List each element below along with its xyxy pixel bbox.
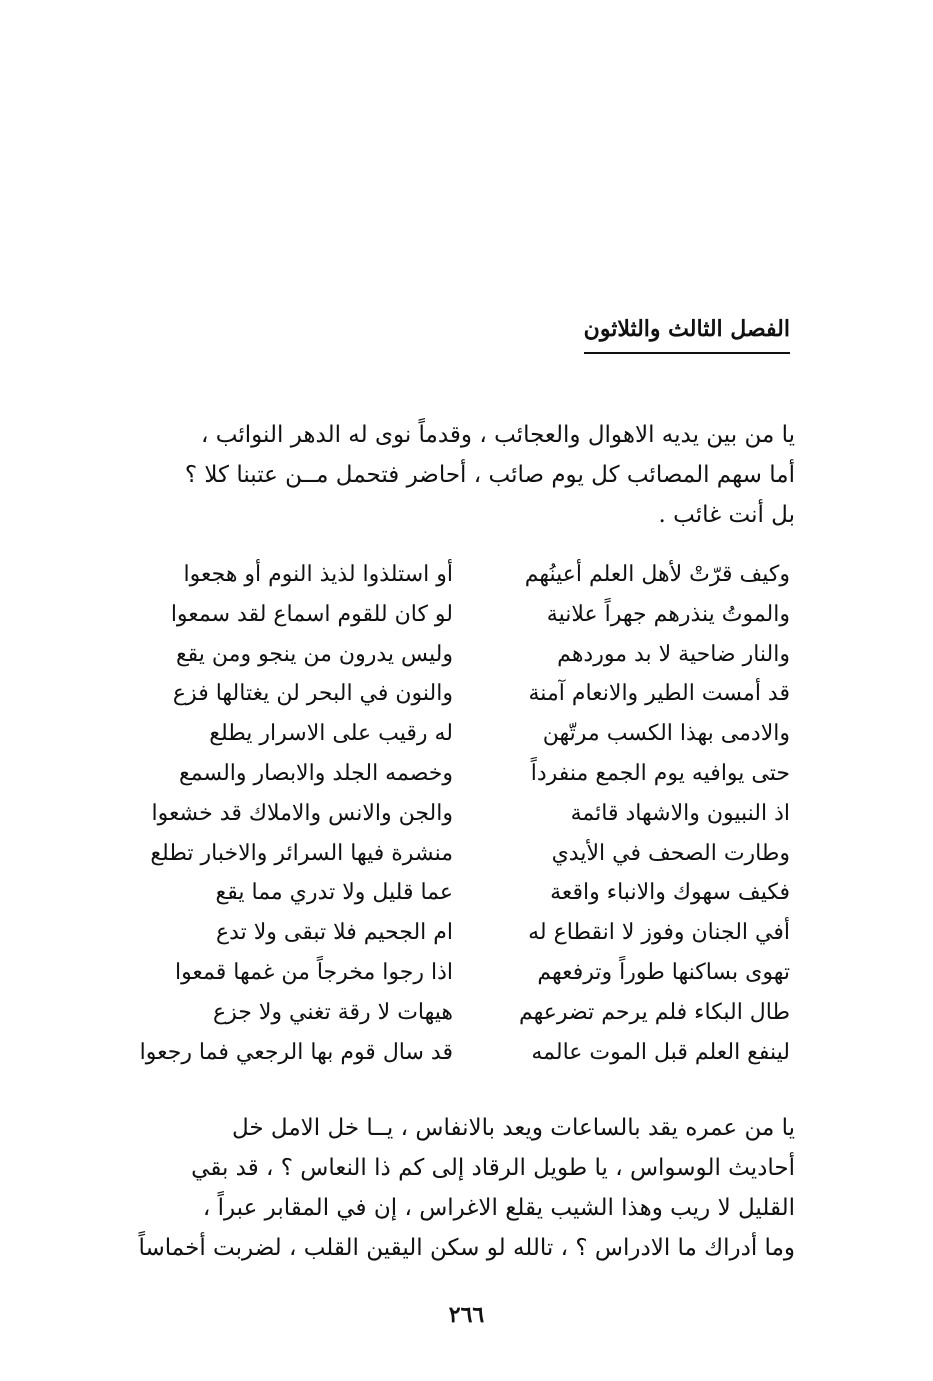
- chapter-title: الفصل الثالث والثلاثون: [584, 312, 790, 354]
- second-hemistich: له رقيب على الاسرار يطلع: [209, 721, 453, 747]
- first-hemistich: طال البكاء فلم يرحم تضرعهم: [518, 999, 790, 1025]
- verse: [138, 754, 790, 794]
- first-hemistich: لينفع العلم قبل الموت عالمه: [531, 1039, 790, 1065]
- second-hemistich: لو كان للقوم اسماع لقد سمعوا: [170, 601, 453, 627]
- prose-line: أما سهم المصائب كل يوم صائب ، أحاضر فتحمل مــن عتبنا كلا ؟: [184, 462, 795, 488]
- verse: [138, 834, 790, 874]
- second-hemistich: منشرة فيها السرائر والاخبار تطلع: [150, 840, 453, 866]
- verse: [138, 714, 790, 754]
- second-hemistich: والنون في البحر لن يغتالها فزع: [172, 681, 453, 707]
- verse: [138, 794, 790, 834]
- second-hemistich: والجن والانس والاملاك قد خشعوا: [151, 800, 453, 826]
- intro-paragraph: [138, 415, 795, 535]
- verse: [138, 873, 790, 913]
- prose-line: يا من عمره يقد بالساعات ويعد بالانفاس ، يــا خل الامل خل: [231, 1115, 795, 1141]
- first-hemistich: والنار ضاحية لا بد موردهم: [557, 641, 790, 667]
- first-hemistich: تهوى بساكنها طوراً وترفعهم: [537, 959, 790, 985]
- prose-line: القليل لا ريب وهذا الشيب يقلع الاغراس ، إن في المقابر عبراً ،: [202, 1195, 795, 1221]
- verse: [138, 993, 790, 1033]
- verse: [138, 555, 790, 595]
- page-number: ٢٦٦: [448, 1302, 485, 1328]
- first-hemistich: فكيف سهوك والانباء واقعة: [550, 880, 790, 906]
- prose-line: يا من بين يديه الاهوال والعجائب ، وقدماً نوى له الدهر النوائب ،: [201, 422, 795, 448]
- first-hemistich: وطارت الصحف في الأيدي: [551, 840, 790, 866]
- first-hemistich: والادمى بهذا الكسب مرتّهن: [542, 721, 790, 747]
- first-hemistich: والموتُ ينذرهم جهراً علانية: [546, 601, 790, 627]
- verse: [138, 674, 790, 714]
- second-hemistich: ام الجحيم فلا تبقى ولا تدع: [215, 920, 453, 946]
- verse: [138, 953, 790, 993]
- first-hemistich: قد أمست الطير والانعام آمنة: [528, 681, 790, 707]
- verse: [138, 635, 790, 675]
- poem: [138, 555, 790, 1072]
- first-hemistich: حتى يوافيه يوم الجمع منفرداً: [530, 760, 790, 786]
- verse: [138, 595, 790, 635]
- prose-line: أحاديث الوسواس ، يا طويل الرقاد إلى كم ذا النعاس ؟ ، قد بقي: [191, 1155, 795, 1181]
- second-hemistich: هيهات لا رقة تغني ولا جزع: [213, 999, 453, 1025]
- second-hemistich: أو استلذوا لذيذ النوم أو هجعوا: [183, 562, 453, 587]
- verse: [138, 1033, 790, 1073]
- second-hemistich: عما قليل ولا تدري مما يقع: [215, 880, 453, 906]
- prose-line: بل أنت غائب .: [658, 502, 795, 528]
- verse: [138, 913, 790, 953]
- closing-paragraph: [138, 1108, 795, 1268]
- first-hemistich: اذ النبيون والاشهاد قائمة: [570, 800, 790, 826]
- second-hemistich: اذا رجوا مخرجاً من غمها قمعوا: [174, 959, 453, 985]
- first-hemistich: أفي الجنان وفوز لا انقطاع له: [528, 920, 790, 946]
- second-hemistich: وليس يدرون من ينجو ومن يقع: [175, 641, 453, 667]
- second-hemistich: وخصمه الجلد والابصار والسمع: [179, 760, 453, 786]
- second-hemistich: قد سال قوم بها الرجعي فما رجعوا: [139, 1039, 453, 1065]
- prose-line: وما أدراك ما الادراس ؟ ، تالله لو سكن اليقين القلب ، لضربت أخماساً: [138, 1235, 795, 1261]
- first-hemistich: وكيف قرّتْ لأهل العلم أعينُهم: [524, 562, 790, 587]
